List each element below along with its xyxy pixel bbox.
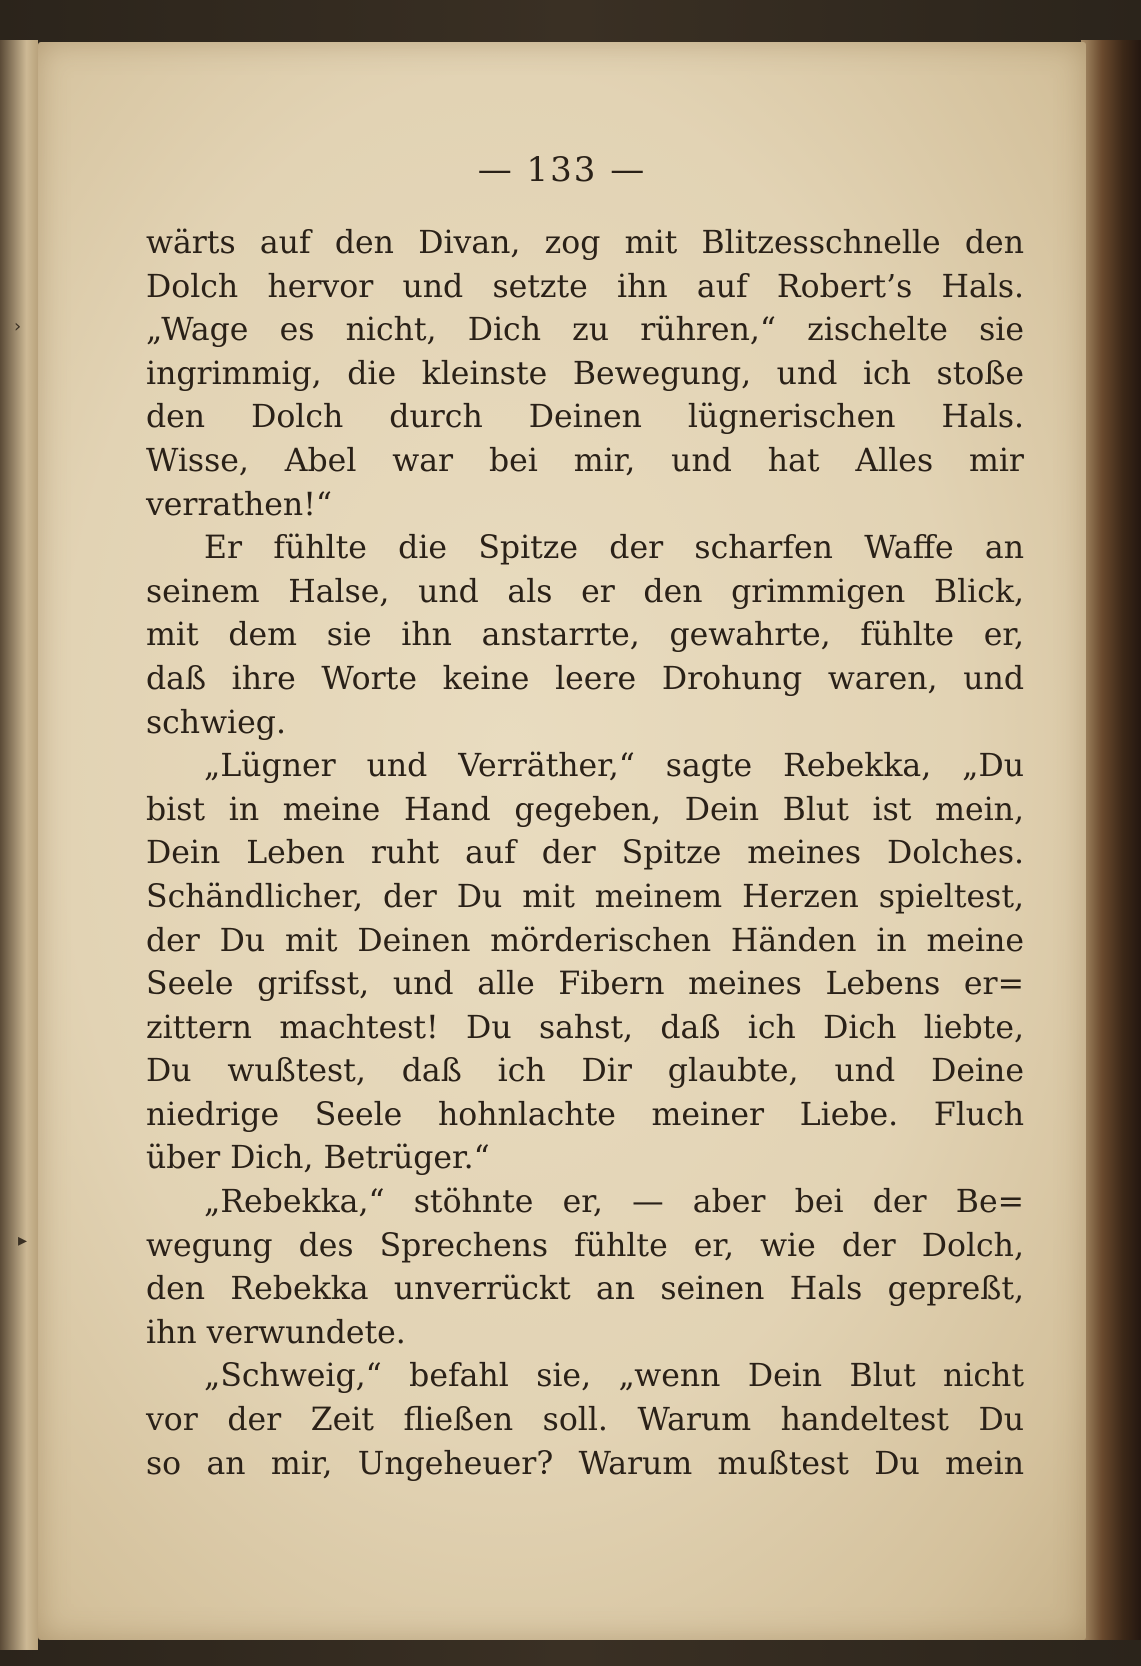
text-line: seinem Halse, und als er den grimmigen Blick, [146, 573, 1024, 610]
text-line: Wisse, Abel war bei mir, und hat Alles mir [146, 442, 1024, 479]
book-binding-edge [1081, 40, 1141, 1640]
text-line: „Schweig,“ befahl sie, „wenn Dein Blut nicht [204, 1358, 1024, 1395]
text-line: „Lügner und Verräther,“ sagte Rebekka, „Du [204, 748, 1024, 785]
text-line: ingrimmig, die kleinste Bewegung, und ich stoße [146, 355, 1024, 392]
text-line: über Dich, Betrüger.“ [146, 1140, 490, 1177]
text-line: verrathen!“ [146, 486, 332, 523]
text-line: niedrige Seele hohnlachte meiner Liebe. Fluch [146, 1096, 1024, 1133]
text-line: vor der Zeit fließen soll. Warum handeltest Du [146, 1402, 1024, 1439]
text-line: bist in meine Hand gegeben, Dein Blut ist mein, [146, 791, 1024, 828]
text-line: wärts auf den Divan, zog mit Blitzesschnelle den [146, 225, 1024, 261]
previous-page-edge [0, 40, 38, 1650]
text-line: Dolch hervor und setzte ihn auf Robert’s Hals. [146, 268, 1024, 305]
text-line: Er fühlte die Spitze der scharfen Waffe an [204, 530, 1024, 567]
page-body-text [146, 222, 1024, 1486]
text-line: wegung des Sprechens fühlte er, wie der Dolch, [146, 1227, 1024, 1264]
text-line: „Wage es nicht, Dich zu rühren,“ zischelte sie [146, 312, 1024, 349]
page-number: — 133 — [477, 150, 647, 190]
text-line: den Dolch durch Deinen lügnerischen Hals. [146, 399, 1024, 436]
text-line: der Du mit Deinen mörderischen Händen in meine [146, 922, 1024, 959]
text-line: daß ihre Worte keine leere Drohung waren, und [146, 660, 1024, 697]
text-line: zittern machtest! Du sahst, daß ich Dich liebte, [146, 1009, 1024, 1046]
text-line: Seele grifsst, und alle Fibern meines Lebens er= [146, 966, 1024, 1003]
margin-mark: ▸ [18, 1230, 28, 1251]
text-line: Dein Leben ruht auf der Spitze meines Dolches. [146, 835, 1024, 872]
text-line: mit dem sie ihn anstarrte, gewahrte, fühlte er, [146, 617, 1024, 654]
text-line: Du wußtest, daß ich Dir glaubte, und Deine [146, 1053, 1024, 1090]
text-line: „Rebekka,“ stöhnte er, — aber bei der Be= [204, 1184, 1024, 1221]
text-line: so an mir, Ungeheuer? Warum mußtest Du mein [146, 1445, 1024, 1482]
margin-mark: › [14, 316, 22, 337]
text-line: den Rebekka unverrückt an seinen Hals gepreßt, [146, 1271, 1024, 1308]
book-page [38, 42, 1086, 1640]
text-line: Schändlicher, der Du mit meinem Herzen spieltest, [146, 878, 1024, 915]
text-line: ihn verwundete. [146, 1314, 406, 1351]
text-line: schwieg. [146, 704, 286, 741]
